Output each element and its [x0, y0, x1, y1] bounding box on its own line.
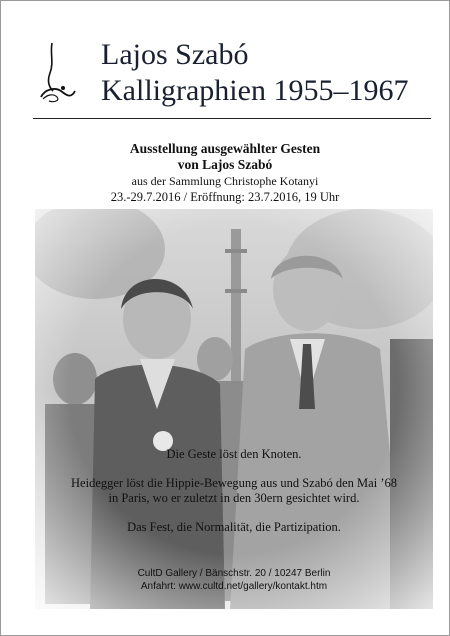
exhibition-title: [101, 37, 408, 109]
info-line-3: aus der Sammlung Christophe Kotanyi: [131, 174, 319, 188]
caption-line-2a: Heidegger löst die Hippie-Bewegung aus und Szabó den Mai ’68: [71, 476, 397, 490]
venue-address: CultD Gallery / Bänschstr. 20 / 10247 Berlin: [137, 568, 331, 579]
title-subject: Kalligraphien 1955–1967: [101, 74, 409, 107]
calligraphy-gesture-icon: [35, 39, 77, 105]
venue-directions-link[interactable]: Anfahrt: www.cultd.net/gallery/kontakt.htm: [140, 581, 328, 592]
info-line-1: Ausstellung ausgewählter Gesten: [129, 141, 321, 156]
caption-paragraph-2: [35, 476, 433, 506]
info-line-4: 23.-29.7.2016 / Eröffnung: 23.7.2016, 19 Uhr: [110, 190, 340, 204]
photo-caption: [35, 447, 433, 549]
header-divider: [33, 118, 431, 119]
info-line-2: von Lajos Szabó: [177, 157, 273, 172]
historic-photo: [35, 209, 433, 609]
caption-line-3: Das Fest, die Normalität, die Partizipation.: [127, 520, 341, 534]
title-artist: Lajos Szabó: [101, 38, 249, 71]
caption-line-1: Die Geste löst den Knoten.: [166, 447, 302, 461]
exhibition-info: [1, 141, 449, 205]
venue-footer: [35, 567, 433, 593]
caption-line-2b: in Paris, wo er zuletzt in den 30ern gesichtet wird.: [108, 491, 360, 505]
